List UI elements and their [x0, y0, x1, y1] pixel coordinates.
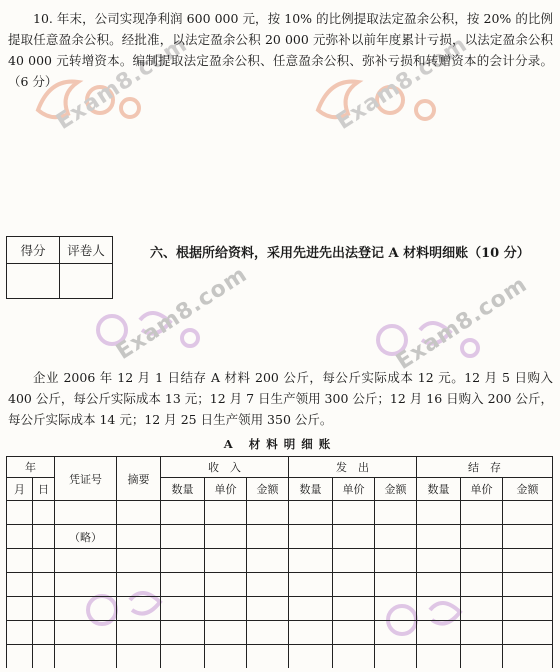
watermark-text: Exam8.com — [392, 271, 533, 375]
issue-price-header: 单价 — [333, 478, 375, 501]
table-row — [7, 573, 553, 597]
table-row — [7, 501, 553, 525]
table-row — [7, 621, 553, 645]
watermark-text: Exam8.com — [52, 31, 193, 135]
issue-amount-header: 金额 — [375, 478, 417, 501]
receipt-amount-header: 金额 — [247, 478, 289, 501]
question-10-text: 10. 年末，公司实现净利润 600 000 元，按 10% 的比例提取法定盈余公积，按 20% 的比例提取任意盈余公积。经批准，以法定盈余公积 20 000 元弥补以前年度累计亏损，以法定盈余公积 40 000 元转增资本。编制提取法定盈余公积、任意盈余公积、弥补亏损和转赠资本的会计分录。（6 分） — [8, 11, 553, 89]
watermark-text: Exam8.com — [332, 31, 473, 135]
grader-cell — [60, 264, 113, 299]
receipt-qty-header: 数量 — [161, 478, 205, 501]
ledger-title: A 材料明细账 — [223, 437, 337, 451]
balance-header: 结 存 — [417, 457, 553, 478]
table-row — [7, 597, 553, 621]
receipt-header: 收 入 — [161, 457, 289, 478]
exam8-logo-icon — [370, 310, 510, 370]
month-header: 月 — [7, 478, 33, 501]
material-ledger-table — [6, 456, 553, 668]
question-6-text: 企业 2006 年 12 月 1 日结存 A 材料 200 公斤，每公斤实际成本 12 元。12 月 5 日购入 400 公斤，每公斤实际成本 13 元；12 月 7 日生产领用 300 公斤；12 月 16 日购入 200 公斤，每公斤实际成本 14 元；12 月 25 日生产领用 350 公斤。 — [8, 370, 553, 427]
balance-qty-header: 数量 — [417, 478, 461, 501]
score-box — [6, 236, 113, 299]
table-row — [7, 549, 553, 573]
voucher-header: 凭证号 — [55, 457, 117, 501]
table-row — [7, 645, 553, 669]
issue-qty-header: 数量 — [289, 478, 333, 501]
day-header: 日 — [33, 478, 55, 501]
year-header: 年 — [7, 457, 55, 478]
score-cell — [7, 264, 60, 299]
grader-label: 评卷人 — [60, 237, 113, 264]
exam8-logo-icon — [90, 300, 230, 360]
receipt-price-header: 单价 — [205, 478, 247, 501]
question-6-heading: 六、根据所给资料，采用先进先出法登记 A 材料明细账（10 分） — [150, 246, 530, 261]
voucher-omitted: （略） — [55, 525, 117, 549]
balance-amount-header: 金额 — [503, 478, 553, 501]
watermark-text: Exam8.com — [112, 261, 253, 365]
balance-price-header: 单价 — [461, 478, 503, 501]
issue-header: 发 出 — [289, 457, 417, 478]
score-label: 得分 — [7, 237, 60, 264]
table-row — [7, 525, 553, 549]
summary-header: 摘要 — [117, 457, 161, 501]
